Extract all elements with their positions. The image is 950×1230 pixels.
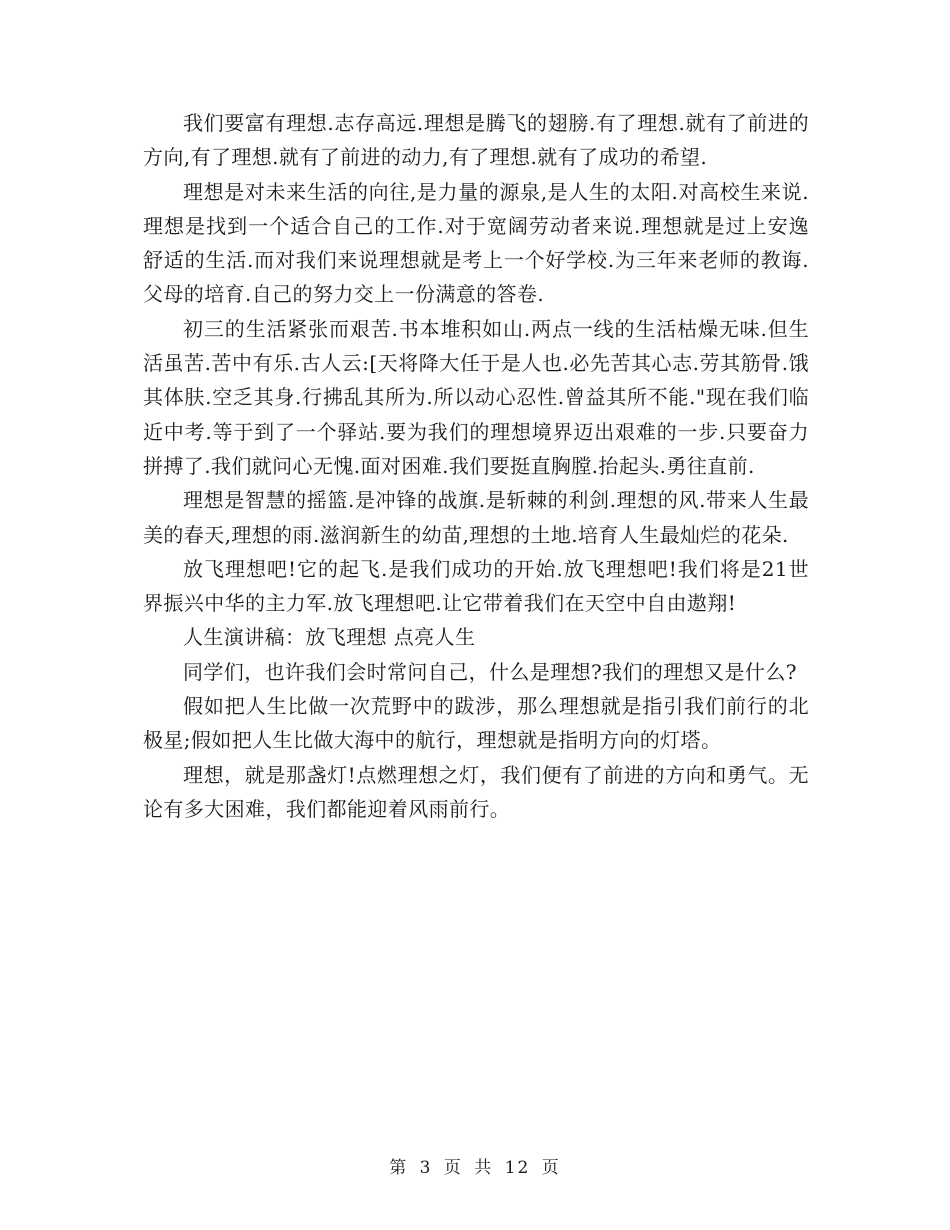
paragraph: 假如把人生比做一次荒野中的跋涉，那么理想就是指引我们前行的北极星;假如把人生比做大海中的航行，理想就是指明方向的灯塔。	[143, 694, 809, 753]
paragraph: 同学们，也许我们会时常问自己，什么是理想?我们的理想又是什么?	[183, 659, 797, 684]
paragraph: 理想是智慧的摇篮.是冲锋的战旗.是斩棘的利剑.理想的风.带来人生最美的春天,理想的雨.滋润新生的幼苗,理想的土地.培育人生最灿烂的花朵.	[143, 488, 809, 547]
paragraph: 放飞理想吧!它的起飞.是我们成功的开始.放飞理想吧!我们将是21世界振兴中华的主力军.放飞理想吧.让它带着我们在天空中自由遨翔!	[143, 556, 809, 616]
page-number: 3	[419, 1158, 433, 1178]
total-unit: 页	[541, 1158, 561, 1178]
paragraph: 理想是对未来生活的向往,是力量的源泉,是人生的太阳.对高校生来说.理想是找到一个适合自己的工作.对于宽阔劳动者来说.理想就是过上安逸舒适的生活.而对我们来说理想就是考上一个好学校.为三年来老师的教诲.父母的培育.自己的努力交上一份满意的答卷.	[143, 179, 809, 307]
page-footer	[0, 1153, 950, 1178]
document-body	[143, 106, 809, 826]
section-heading: 人生演讲稿：放飞理想 点亮人生	[183, 625, 476, 650]
total-label: 共	[474, 1158, 494, 1178]
total-pages: 12	[504, 1158, 531, 1178]
paragraph: 初三的生活紧张而艰苦.书本堆积如山.两点一线的生活枯燥无味.但生活虽苦.苦中有乐.古人云:[天将降大任于是人也.必先苦其心志.劳其筋骨.饿其体肤.空乏其身.行拂乱其所为.所以动心忍性.曾益其所不能."现在我们临近中考.等于到了一个驿站.要为我们的理想境界迈出艰难的一步.只要奋力拼搏了.我们就问心无愧.面对困难.我们要挺直胸膛.抬起头.勇往直前.	[143, 316, 809, 478]
page-label: 第	[389, 1158, 409, 1178]
paragraph: 我们要富有理想.志存高远.理想是腾飞的翅膀.有了理想.就有了前进的方向,有了理想.就有了前进的动力,有了理想.就有了成功的希望.	[143, 111, 809, 170]
paragraph: 理想，就是那盏灯!点燃理想之灯，我们便有了前进的方向和勇气。无论有多大困难，我们都能迎着风雨前行。	[143, 762, 809, 821]
page-unit: 页	[443, 1158, 463, 1178]
